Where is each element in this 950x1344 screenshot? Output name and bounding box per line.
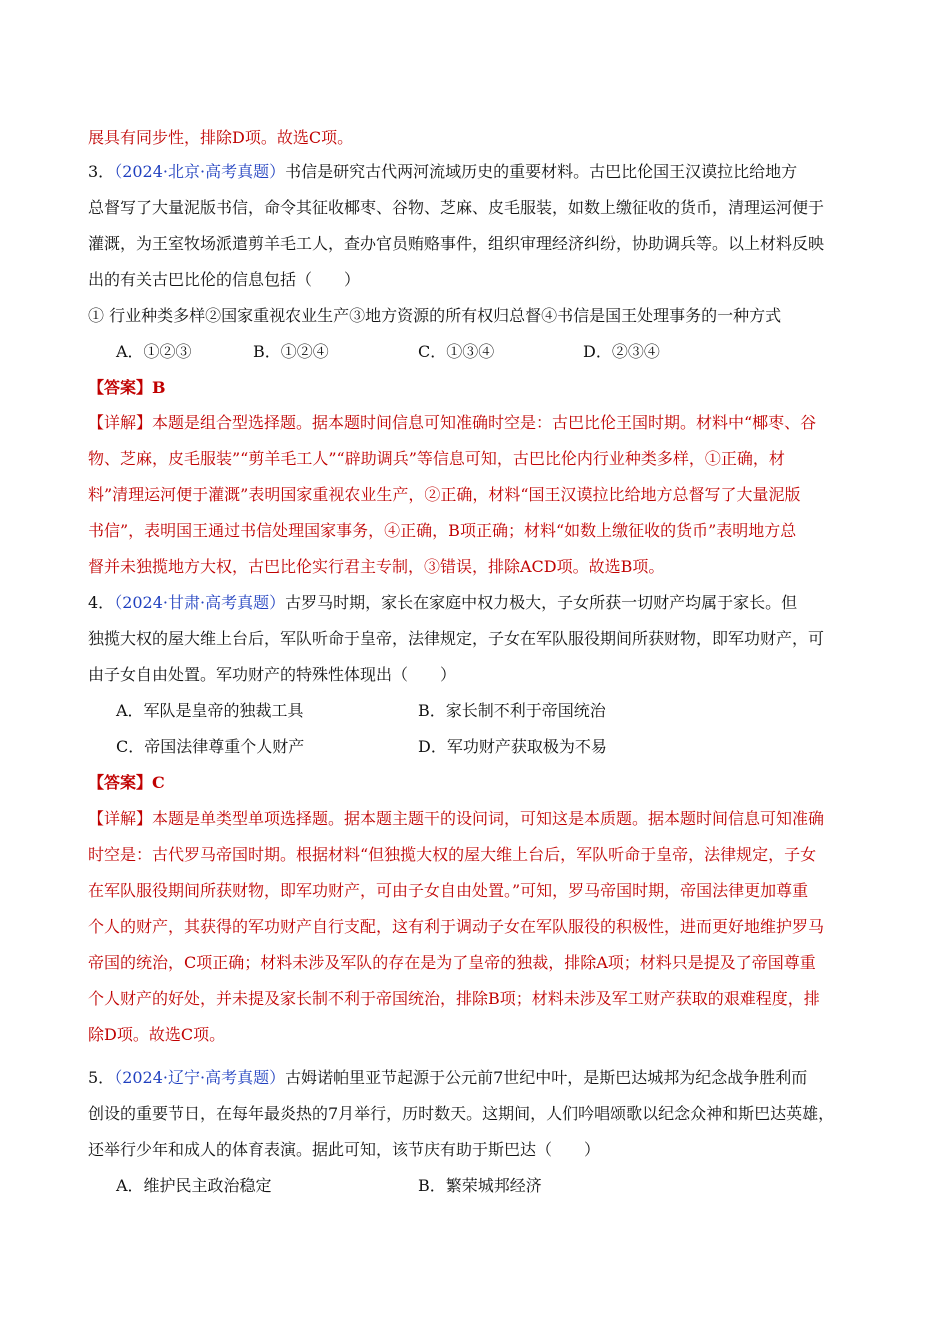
q4-stem-line-1 bbox=[88, 592, 797, 614]
q4-detail-line-2: 时空是：古代罗马帝国时期。根据材料“但独揽大权的屋大维上台后，军队听命于皇帝，法律规定，子女 bbox=[88, 845, 817, 864]
q3-detail-line-4: 书信”，表明国王通过书信处理国家事务，④正确，B项正确；材料“如数上缴征收的货币”表明地方总 bbox=[88, 521, 797, 540]
q3-option-b: B．①②④ bbox=[253, 342, 329, 361]
q5-number: 5． bbox=[88, 1068, 115, 1087]
q3-detail-line-2: 物、芝麻，皮毛服装”“剪羊毛工人”“辟助调兵”等信息可知，古巴比伦内行业种类多样，①正确，材 bbox=[88, 449, 785, 468]
q3-detail-line-1: 【详解】本题是组合型选择题。据本题时间信息可知准确时空是：古巴比伦王国时期。材料中“椰枣、谷 bbox=[88, 413, 817, 432]
q4-detail-line-6: 个人财产的好处，并未提及家长制不利于帝国统治，排除B项；材料未涉及军工财产获取的艰难程度，排 bbox=[88, 989, 820, 1008]
q3-stem-line-4: 出的有关古巴比伦的信息包括（ ） bbox=[88, 270, 361, 289]
q3-stem-line-3: 灌溉，为王室牧场派遣剪羊毛工人，查办官员贿赂事件，组织审理经济纠纷，协助调兵等。以上材料反映 bbox=[88, 234, 825, 253]
q4-source: （2024·甘肃·高考真题） bbox=[114, 593, 286, 612]
q4-detail-line-3: 在军队服役期间所获财物，即军功财产，可由子女自由处置。”可知，罗马帝国时期，帝国法律更加尊重 bbox=[88, 881, 809, 900]
q4-answer: 【答案】C bbox=[88, 773, 165, 792]
q3-stem-line-2: 总督写了大量泥版书信，命令其征收椰枣、谷物、芝麻、皮毛服装，如数上缴征收的货币，清理运河便于 bbox=[88, 198, 825, 217]
q3-source: （2024·北京·高考真题） bbox=[114, 162, 286, 181]
q4-detail-line-7: 除D项。故选C项。 bbox=[88, 1025, 226, 1044]
q5-stem-line-1 bbox=[88, 1067, 807, 1089]
q5-stem-text: 古姆诺帕里亚节起源于公元前7世纪中叶，是斯巴达城邦为纪念战争胜利而 bbox=[285, 1068, 808, 1087]
q4-detail-line-1: 【详解】本题是单类型单项选择题。据本题主题干的设问词，可知这是本质题。据本题时间信息可知准确 bbox=[88, 809, 825, 828]
previous-detail-tail: 展具有同步性，排除D项。故选C项。 bbox=[88, 128, 354, 147]
q4-detail-line-4: 个人的财产，其获得的军功财产自行支配，这有利于调动子女在军队服役的积极性，进而更好地维护罗马 bbox=[88, 917, 825, 936]
q3-stem-text: 书信是研究古代两河流域历史的重要材料。古巴比伦国王汉谟拉比给地方 bbox=[285, 162, 798, 181]
q3-stem-line-1 bbox=[88, 161, 797, 183]
q5-option-a: A．维护民主政治稳定 bbox=[116, 1176, 272, 1195]
q3-option-c: C．①③④ bbox=[418, 342, 495, 361]
q4-stem-line-3: 由子女自由处置。军功财产的特殊性体现出（ ） bbox=[88, 665, 457, 684]
q4-option-d: D．军功财产获取极为不易 bbox=[418, 737, 607, 756]
q3-answer: 【答案】B bbox=[88, 378, 166, 397]
q3-detail-line-3: 料”清理运河便于灌溉”表明国家重视农业生产，②正确，材料“国王汉谟拉比给地方总督写了大量泥版 bbox=[88, 485, 801, 504]
q3-number: 3． bbox=[88, 162, 115, 181]
q5-stem-line-2: 创设的重要节日，在每年最炎热的7月举行，历时数天。这期间，人们吟唱颂歌以纪念众神和斯巴达英雄， bbox=[88, 1104, 835, 1123]
q5-source: （2024·辽宁·高考真题） bbox=[114, 1068, 286, 1087]
q4-number: 4． bbox=[88, 593, 115, 612]
q4-detail-line-5: 帝国的统治，C项正确；材料未涉及军队的存在是为了皇帝的独裁，排除A项；材料只是提及了帝国尊重 bbox=[88, 953, 816, 972]
q3-option-a: A．①②③ bbox=[116, 342, 192, 361]
q4-stem-line-2: 独揽大权的屋大维上台后，军队听命于皇帝，法律规定，子女在军队服役期间所获财物，即军功财产，可 bbox=[88, 629, 825, 648]
q3-detail-line-5: 督并未独揽地方大权，古巴比伦实行君主专制，③错误，排除ACD项。故选B项。 bbox=[88, 557, 665, 576]
q4-option-b: B．家长制不利于帝国统治 bbox=[418, 701, 606, 720]
q5-option-b: B．繁荣城邦经济 bbox=[418, 1176, 542, 1195]
q3-statements: ① 行业种类多样②国家重视农业生产③地方资源的所有权归总督④书信是国王处理事务的一种方式 bbox=[88, 306, 782, 325]
q4-option-c: C．帝国法律尊重个人财产 bbox=[116, 737, 305, 756]
q5-stem-line-3: 还举行少年和成人的体育表演。据此可知，该节庆有助于斯巴达（ ） bbox=[88, 1140, 601, 1159]
q3-option-d: D．②③④ bbox=[583, 342, 660, 361]
q4-option-a: A．军队是皇帝的独裁工具 bbox=[116, 701, 304, 720]
q4-stem-text: 古罗马时期，家长在家庭中权力极大，子女所获一切财产均属于家长。但 bbox=[285, 593, 798, 612]
